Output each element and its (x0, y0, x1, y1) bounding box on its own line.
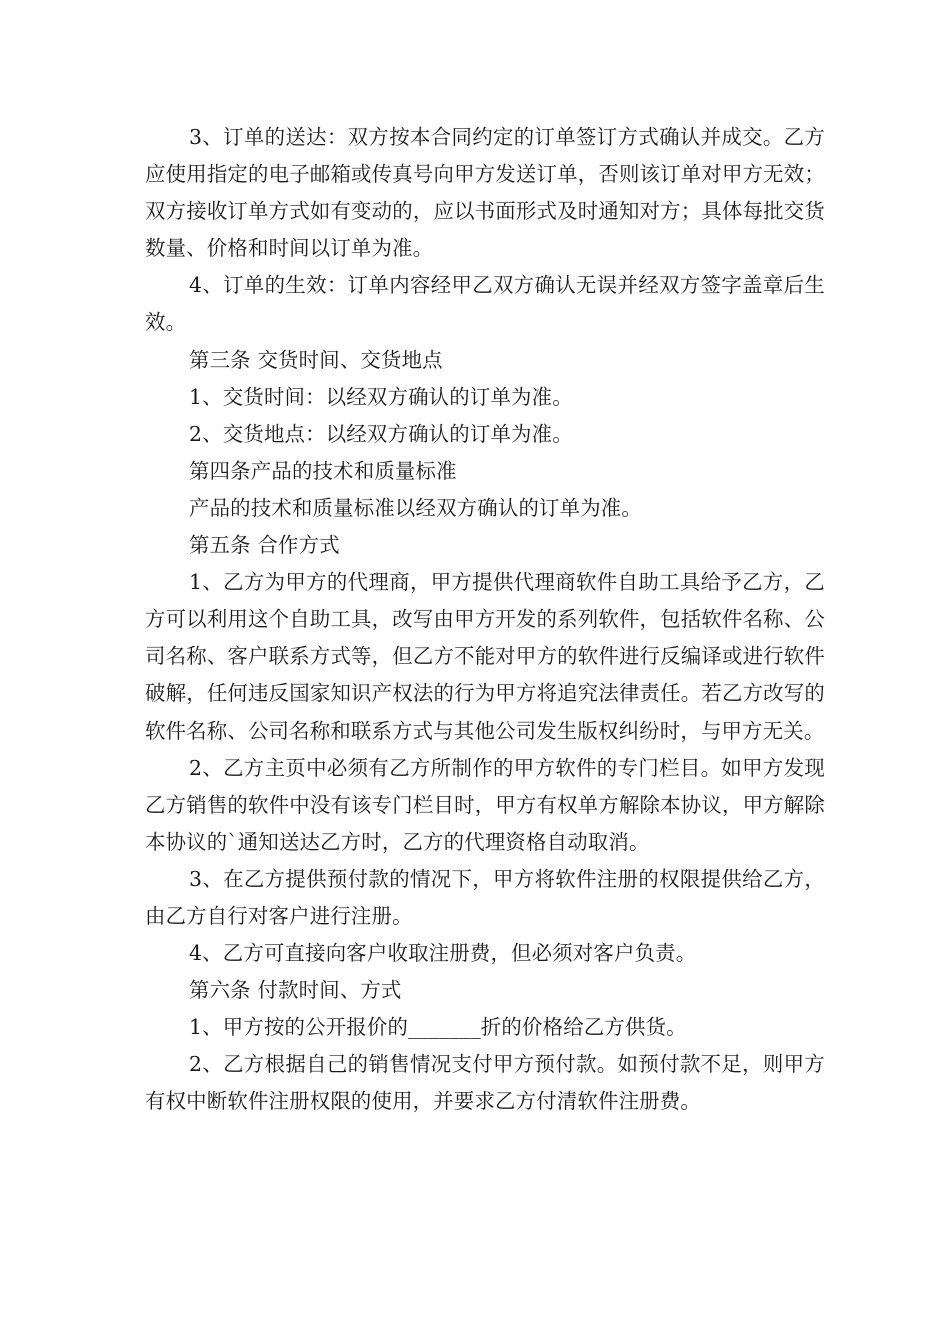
clause-3-item-2-delivery-place: 2、交货地点：以经双方确认的订单为准。 (189, 421, 573, 446)
clause-5-item-2: 2、乙方主页中必须有乙方所制作的甲方软件的专门栏目。如甲方发现乙方销售的软件中没有该专门栏目时，甲方有权单方解除本协议，甲方解除本协议的`通知送达乙方时，乙方的代理资格自动取消。 (145, 755, 825, 854)
clause-2-item-3-order-delivery: 3、订单的送达：双方按本合同约定的订单签订方式确认并成交。乙方应使用指定的电子邮箱或传真号向甲方发送订单，否则该订单对甲方无效；双方接收订单方式如有变动的，应以书面形式及时通知对方；具体每批交货数量、价格和时间以订单为准。 (145, 125, 825, 261)
clause-5-item-1: 1、乙方为甲方的代理商，甲方提供代理商软件自助工具给予乙方，乙方可以利用这个自助工具，改写由甲方开发的系列软件，包括软件名称、公司名称、客户联系方式等，但乙方不能对甲方的软件进行反编译或进行软件破解，任何违反国家知识产权法的行为甲方将追究法律责任。若乙方改写的软件名称、公司名称和联系方式与其他公司发生版权纠纷时，与甲方无关。 (145, 570, 825, 743)
clause-2-item-4-order-effective: 4、订单的生效：订单内容经甲乙双方确认无误并经双方签字盖章后生效。 (145, 273, 825, 335)
clause-3-item-1-delivery-time: 1、交货时间：以经双方确认的订单为准。 (189, 384, 573, 409)
clause-5-item-3: 3、在乙方提供预付款的情况下，甲方将软件注册的权限提供给乙方，由乙方自行对客户进行注册。 (145, 866, 825, 928)
clause-4-heading: 第四条产品的技术和质量标准 (189, 458, 457, 483)
clause-5-item-4: 4、乙方可直接向客户收取注册费，但必须对客户负责。 (189, 941, 697, 966)
clause-6-item-2: 2、乙方根据自己的销售情况支付甲方预付款。如预付款不足，则甲方有权中断软件注册权限的使用，并要求乙方付清软件注册费。 (145, 1052, 825, 1114)
clause-4-body: 产品的技术和质量标准以经双方确认的订单为准。 (189, 495, 642, 520)
clause-6-heading: 第六条 付款时间、方式 (189, 978, 402, 1003)
clause-6-item-1: 1、甲方按的公开报价的_______折的价格给乙方供货。 (189, 1015, 687, 1040)
document-body (145, 119, 825, 1121)
clause-3-heading: 第三条 交货时间、交货地点 (189, 347, 443, 372)
clause-5-heading: 第五条 合作方式 (189, 533, 340, 558)
